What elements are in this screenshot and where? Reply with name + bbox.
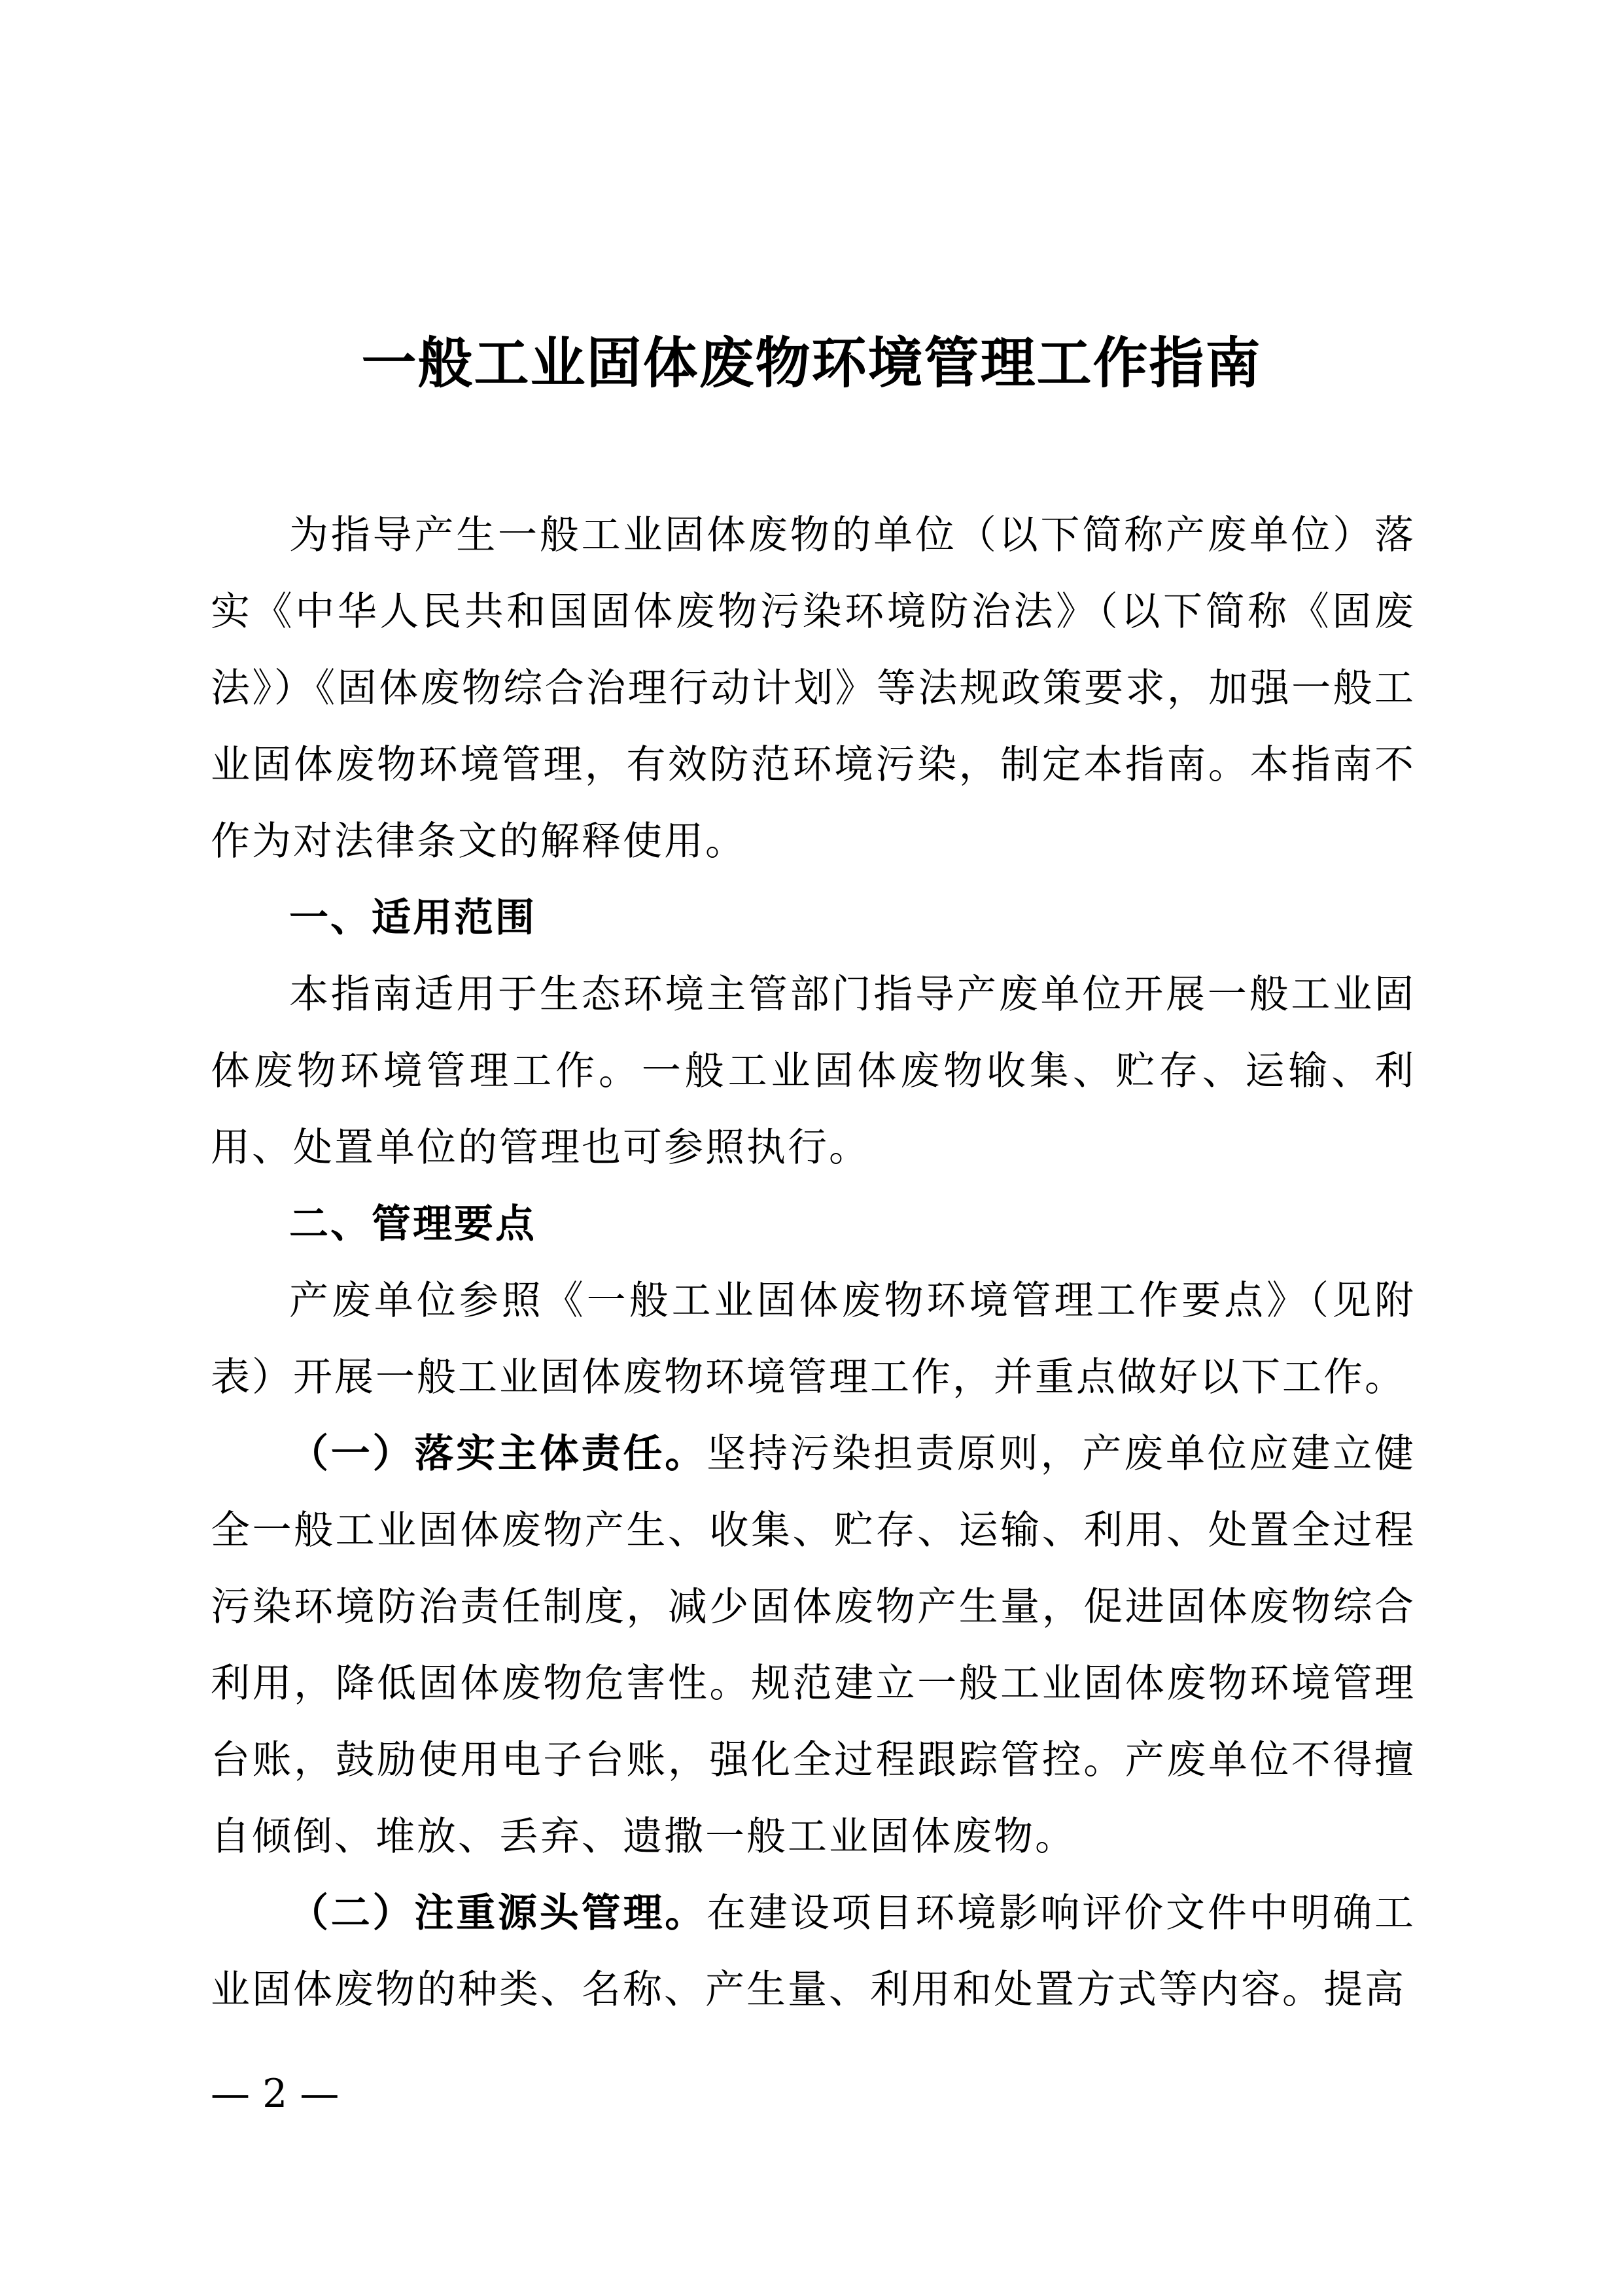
item-responsibility-lead: （一）落实主体责任。: [289, 1431, 707, 1477]
item-source-text: 在建设项目环境影响评价文件中明确工业固体废物的种类、名称、产生量、利用和处置方式等内容。提高: [211, 1890, 1416, 2013]
document-title: 一般工业固体废物环境管理工作指南: [361, 330, 1262, 395]
item-responsibility-text: 坚持污染担责原则，产废单位应建立健全一般工业固体废物产生、收集、贮存、运输、利用、处置全过程污染环境防治责任制度，减少固体废物产生量，促进固体废物综合利用，降低固体废物危害性。规范建立一般工业固体废物环境管理台账，鼓励使用电子台账，强化全过程跟踪管控。产废单位不得擅自倾倒、堆放、丢弃、遗撒一般工业固体废物。: [211, 1431, 1416, 1860]
section-heading-scope: 一、适用范围: [289, 895, 536, 941]
scope-paragraph: 本指南适用于生态环境主管部门指导产废单位开展一般工业固体废物环境管理工作。一般工业固体废物收集、贮存、运输、利用、处置单位的管理也可参照执行。: [211, 972, 1416, 1171]
document-body: [211, 497, 1416, 2028]
management-paragraph: 产废单位参照《一般工业固体废物环境管理工作要点》（见附表）开展一般工业固体废物环境管理工作，并重点做好以下工作。: [211, 1278, 1416, 1400]
item-source-paragraph: [211, 1875, 1416, 2028]
intro-paragraph: 为指导产生一般工业固体废物的单位（以下简称产废单位）落实《中华人民共和国固体废物污染环境防治法》（以下简称《固废法》）《固体废物综合治理行动计划》等法规政策要求，加强一般工业固体废物环境管理，有效防范环境污染，制定本指南。本指南不作为对法律条文的解释使用。: [211, 512, 1416, 864]
item-source-lead: （二）注重源头管理。: [289, 1890, 707, 1936]
item-responsibility-paragraph: [211, 1416, 1416, 1875]
section-heading-management: 二、管理要点: [289, 1201, 536, 1247]
page-number: — 2 —: [211, 2071, 340, 2117]
